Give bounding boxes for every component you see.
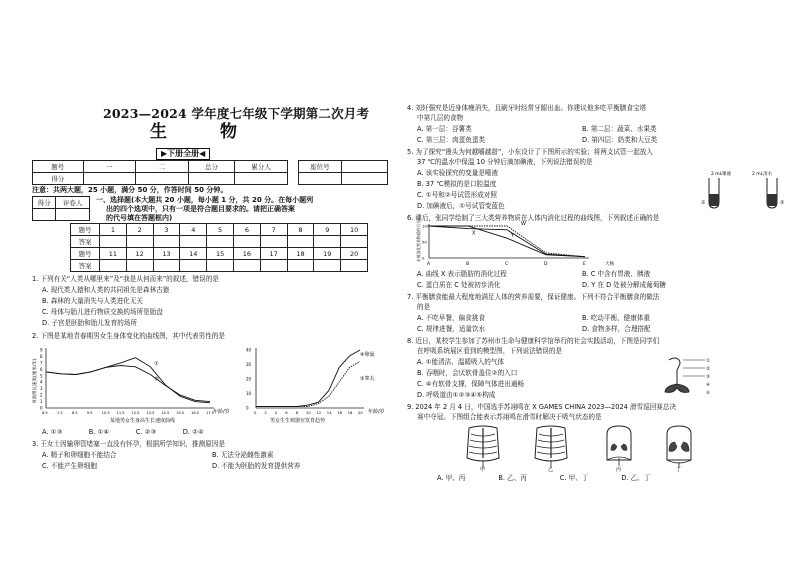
answer-grid <box>70 223 368 272</box>
grid-number: 9 <box>314 224 341 236</box>
y-tick-label: 0 <box>40 405 43 411</box>
q4-option-b: B. 第二层：蔬菜、水果类 <box>582 125 657 133</box>
x-tick-label: 8 <box>295 410 299 415</box>
q3-stem: 3. 王女士因输卵管堵塞一直没有怀孕，根据所学知识，推测原因是 <box>32 440 226 448</box>
answer-cell[interactable] <box>100 236 127 248</box>
label-bing: 丙 <box>616 467 622 473</box>
volume-banner: ▶下册全册◀ <box>156 148 210 160</box>
grid-number: 18 <box>287 248 314 260</box>
bell-jar-bing <box>607 426 631 466</box>
right-column <box>397 0 794 561</box>
series-line <box>429 226 585 257</box>
q7-option-a: A. 不吃早餐，偏食挑食 <box>417 314 485 322</box>
tube1-number: ① <box>701 200 706 206</box>
q3-option-b: B. 无法分泌雌性激素 <box>212 451 274 459</box>
y-tick-label: 8 <box>40 353 43 359</box>
y-tick-label: 10 <box>246 391 252 396</box>
x-tick-label: 15.5 <box>176 411 185 415</box>
y-tick-label: 30 <box>246 362 252 367</box>
x-tick-label: 9.5 <box>86 411 93 415</box>
q4-option-a: A. 第一层：谷薯类 <box>417 125 472 133</box>
grader-label: 得分 <box>33 197 56 209</box>
q3-option-d: D. 不能为胚胎的发育提供营养 <box>212 462 301 470</box>
answer-cell[interactable] <box>207 260 234 272</box>
y-tick-label: 100 <box>422 223 430 229</box>
x-tick-label: 2 <box>264 410 267 415</box>
q2-options: A. ①③ B. ①④ C. ②③ D. ②④ <box>42 428 204 436</box>
x-tick-label: 20 <box>358 410 363 415</box>
y-tick-label: 50 <box>422 239 427 245</box>
y-tick-label: 2 <box>40 392 43 398</box>
score-cell: 座位号 <box>299 161 341 173</box>
chart2-xlabel: 年龄/岁 <box>368 409 385 415</box>
svg-text:⑤: ⑤ <box>706 391 711 396</box>
q1-option-b: B. 森林的大量消失与人类进化无关 <box>42 297 144 305</box>
y-tick-label: 5 <box>40 373 43 379</box>
answer-cell[interactable] <box>341 260 368 272</box>
notice-text: 注意：共两大题，25 小题，满分 50 分，作答时间 50 分钟。 <box>32 186 228 194</box>
respiratory-model-diagram <box>659 354 719 396</box>
chart1-xlabel: 年龄/岁 <box>213 409 230 415</box>
answer-cell[interactable] <box>180 260 207 272</box>
x-tick-label: 10 <box>306 410 311 415</box>
y-tick-label: 0 <box>246 405 249 411</box>
x-tick-label: C <box>505 262 509 267</box>
x-tick-label: 13.5 <box>146 411 155 415</box>
tube2-number: ② <box>780 200 785 206</box>
series-label: ① <box>154 360 159 367</box>
y-tick-label: 0 <box>422 255 425 261</box>
answer-cell[interactable] <box>100 260 127 272</box>
q7-option-d: D. 食物多样，合理搭配 <box>582 325 651 333</box>
svg-text:②: ② <box>706 367 711 372</box>
y-tick-label: 20 <box>246 376 252 382</box>
q1-stem: 1. 下列有关“人类从哪里来”及“我是从何而来”的叙述，错误的是 <box>32 275 219 283</box>
x-tick-label: 6 <box>285 410 288 415</box>
bell-jar-ding <box>667 426 691 468</box>
grid-label: 题号 <box>71 248 100 260</box>
series-line <box>46 366 210 402</box>
answer-cell[interactable] <box>126 236 153 248</box>
exam-title: 2023—2024 学年度七年级下学期第二次月考 <box>103 106 370 121</box>
grid-number: 19 <box>314 248 341 260</box>
q9-stem: 9. 2024 年 2 月 4 日，中国选手苏翊鸣在 X GAMES CHINA 2023—2024 滑雪巡回赛总决 <box>407 403 677 411</box>
answer-cell[interactable] <box>233 260 260 272</box>
score-cell: 总分 <box>188 161 234 173</box>
q8-option-c: C. ④有软骨支撑，保障气体进出通畅 <box>417 380 525 388</box>
score-cell: 题号 <box>33 161 84 173</box>
lung-shape <box>665 384 689 393</box>
answer-cell[interactable] <box>153 236 180 248</box>
x-tick-label: 18 <box>347 410 353 415</box>
series-line <box>429 226 585 257</box>
x-tick-label: E <box>583 262 586 267</box>
series-line <box>256 362 360 407</box>
q9-options: A. 甲、丙 B. 乙、丙 C. 甲、丁 D. 乙、丁 <box>437 474 651 482</box>
answer-cell[interactable] <box>126 260 153 272</box>
answer-cell[interactable] <box>287 236 314 248</box>
grid-number: 13 <box>153 248 180 260</box>
grid-number: 5 <box>207 224 234 236</box>
x-tick-label: 6.5 <box>42 411 48 415</box>
tube1-label: 2 mL唾液 <box>711 172 732 177</box>
answer-cell[interactable] <box>260 260 287 272</box>
x-tick-label: 11.5 <box>116 411 125 415</box>
score-cell: 累分人 <box>235 161 288 173</box>
score-cell: 得分 <box>33 173 84 185</box>
ribcage-jia <box>467 426 499 468</box>
y-tick-label: 6 <box>40 366 43 372</box>
q7-option-b: B. 吃动平衡，健康体重 <box>582 314 651 322</box>
x-tick-label: A <box>427 262 431 267</box>
q8-option-a: A. ①能清洁、温暖吸入的气体 <box>417 358 505 366</box>
q7-stem: 7. 平衡膳食能最大程度地满足人体的营养需要，保证健康。下列不符合平衡膳食的做法 <box>407 293 660 301</box>
answer-cell[interactable] <box>314 236 341 248</box>
x-tick-label: 17.5 <box>206 411 215 415</box>
q1-option-a: A. 现代类人猿和人类的共同祖先是森林古猿 <box>42 286 170 294</box>
q8-stem2: 在呼吸系统展区看到的模型图，下列说法错误的是 <box>417 347 563 355</box>
answer-cell[interactable] <box>207 236 234 248</box>
x-tick-label: 12.5 <box>131 411 140 415</box>
q7-option-c: C. 规律进餐，适量饮水 <box>417 325 486 333</box>
reproductive-organ-chart <box>240 342 390 424</box>
q3-option-c: C. 不能产生卵细胞 <box>42 462 97 470</box>
score-cell: 一 <box>83 161 136 173</box>
x-tick-label: 14.5 <box>161 411 170 415</box>
grid-number: 8 <box>287 224 314 236</box>
chart3-ylabel: 未被消化营养物质的百分比 <box>416 216 421 262</box>
grid-number: 20 <box>341 248 368 260</box>
grid-number: 1 <box>100 224 127 236</box>
chart2-caption: 男女生生殖器官发育趋势 <box>270 418 326 424</box>
chart2-legend-testis: ③睾丸 <box>360 376 375 382</box>
grid-number: 3 <box>153 224 180 236</box>
q4-option-c: C. 第三层：肉蛋鱼蛋类 <box>417 136 486 144</box>
y-tick-label: 3 <box>40 386 43 392</box>
chart1-caption: 某地男女生身高生长速度曲线 <box>110 418 176 424</box>
q6-stem: 6. 课后，张同学绘制了三大类营养物质在人体内消化过程的曲线图，下列叙述正确的是 <box>407 214 660 222</box>
x-tick-label: 7.5 <box>56 411 63 415</box>
q7-stem2: 的是 <box>417 303 431 311</box>
x-tick-label: D <box>544 262 548 267</box>
q4-stem: 4. 刘轩强究是近身体瘦消失，且刷牙时经常牙龈出血。你建议他多吃平衡膳食宝塔 <box>407 104 647 112</box>
x-tick-label: 14 <box>326 410 332 415</box>
x-tick-label: 8.5 <box>71 411 78 415</box>
x-tick-label: 4 <box>274 410 278 415</box>
q5-option-c: C. ①号和②号试管形成对照 <box>417 191 497 199</box>
curve-w-label: W <box>521 221 526 227</box>
curve-y-label: Y <box>511 233 515 240</box>
tube1-fill <box>709 194 719 206</box>
y-tick-label: 40 <box>246 347 252 353</box>
breathing-state-diagrams <box>457 424 717 472</box>
svg-text:①: ① <box>706 359 711 364</box>
q8-option-d: D. 呼吸道由①②③④⑤构成 <box>417 391 496 399</box>
x-tick-label: 10.5 <box>101 411 110 415</box>
subject-title: 生 物 <box>150 122 255 142</box>
q1-option-c: C. 母体与胎儿进行物质交换的场所是胎盘 <box>42 308 163 316</box>
x-tick-label: 大肠 <box>605 262 614 267</box>
answer-cell[interactable] <box>153 260 180 272</box>
tube2-label: 2 mL清水 <box>752 172 773 177</box>
q6-option-a: A. 曲线 X 表示脂肪的消化过程 <box>417 270 507 278</box>
airway-outline <box>669 358 680 384</box>
q2-stem: 2. 下图是某地青春期男女生身体变化的曲线图，其中代表男性的是 <box>32 332 226 340</box>
grid-number: 12 <box>126 248 153 260</box>
label-ding: 丁 <box>676 467 682 473</box>
q6-option-c: C. 蛋白质在 C 处被初步消化 <box>417 281 501 289</box>
grid-label: 题号 <box>71 224 100 236</box>
curve-x-label: X <box>472 230 476 237</box>
grid-number: 16 <box>233 248 260 260</box>
answer-cell[interactable] <box>180 236 207 248</box>
q8-stem: 8. 近日，某校学生参加了苏州市生命与健康科学馆举行的社会实践活动，下图是同学们 <box>407 337 660 345</box>
y-tick-label: 1 <box>40 399 43 405</box>
q5-option-a: A. 该实验探究的变量是唾液 <box>417 169 499 177</box>
q5-stem2: 37 ℃的温水中保温 10 分钟后滴加碘液，下列说法错误的是 <box>417 158 593 166</box>
grid-number: 11 <box>100 248 127 260</box>
x-tick-label: 16 <box>337 410 343 415</box>
q3-option-a: A. 精子和卵细胞不能结合 <box>42 451 117 459</box>
x-tick-label: B <box>466 262 470 267</box>
y-tick-label: 9 <box>40 347 43 353</box>
grid-number: 15 <box>207 248 234 260</box>
grid-number: 6 <box>233 224 260 236</box>
grid-number: 2 <box>126 224 153 236</box>
x-tick-label: 16.5 <box>191 411 200 415</box>
chart1-ylabel: 身高增长速度(厘米/年) <box>33 358 38 404</box>
svg-text:④: ④ <box>706 383 711 388</box>
y-tick-label: 7 <box>40 360 43 366</box>
q6-option-d: D. Y 在 D 处被分解成葡萄糖 <box>582 281 667 289</box>
series-label: ② <box>154 376 159 383</box>
grid-number: 4 <box>180 224 207 236</box>
grid-label: 答案 <box>71 260 100 272</box>
section1-line3: 的代号填在答题框内) <box>106 214 173 222</box>
q6-option-b: B. C 中含有胃液、胰液 <box>582 270 651 278</box>
section1-line2: 出的四个选项中，只有一项是符合题目要求的。请把正确答案 <box>106 205 295 213</box>
section1-heading: 一、选择题(本大题共 20 小题，每小题 1 分，共 20 分。在每小题列 <box>96 196 314 204</box>
ribcage-yi <box>535 426 567 468</box>
series-line <box>46 358 210 403</box>
q4-option-d: D. 第四层：奶类和大豆类 <box>582 136 658 144</box>
q5-option-b: B. 37 ℃模拟的是口腔温度 <box>417 180 497 188</box>
grid-number: 7 <box>260 224 287 236</box>
label-yi: 乙 <box>548 467 554 473</box>
answer-cell[interactable] <box>314 260 341 272</box>
q4-stem2: 中第几层的食物 <box>417 114 464 122</box>
answer-cell[interactable] <box>233 236 260 248</box>
svg-text:③: ③ <box>706 375 711 380</box>
answer-cell[interactable] <box>341 236 368 248</box>
label-jia: 甲 <box>480 467 486 473</box>
grid-number: 10 <box>341 224 368 236</box>
series-line <box>256 350 360 407</box>
grid-label: 答案 <box>71 236 100 248</box>
chart2-legend-ovary: ④卵巢 <box>360 352 375 358</box>
score-cell: 二 <box>136 161 189 173</box>
answer-cell[interactable] <box>287 260 314 272</box>
test-tube-diagram <box>697 168 789 212</box>
height-growth-chart <box>30 342 230 424</box>
q1-option-d: D. 子宫是胚胎和胎儿发育的场所 <box>42 319 137 327</box>
y-tick-label: 4 <box>40 379 43 385</box>
answer-cell[interactable] <box>260 236 287 248</box>
series-line <box>429 226 585 257</box>
q5-stem: 5. 为了探究“馒头为何越嚼越甜”，小东设计了下图所示的实验；将两支试管一起放入 <box>407 148 653 156</box>
score-table <box>32 160 388 185</box>
tube2-fill <box>767 194 777 206</box>
q8-option-b: B. 吞咽时，会厌软骨盖住②的入口 <box>417 369 518 377</box>
x-tick-label: 12 <box>316 410 322 415</box>
grid-number: 17 <box>260 248 287 260</box>
x-tick-label: 0 <box>254 410 257 415</box>
grader-label: 评卷人 <box>56 197 90 209</box>
grader-box <box>32 196 90 221</box>
q5-option-d: D. 加碘液后，①号试管变蓝色 <box>417 202 505 210</box>
q9-stem2: 赛中夺冠。下图组合能表示苏翊鸣在滑雪时解决于吸气状态的是 <box>417 413 602 421</box>
grid-number: 14 <box>180 248 207 260</box>
